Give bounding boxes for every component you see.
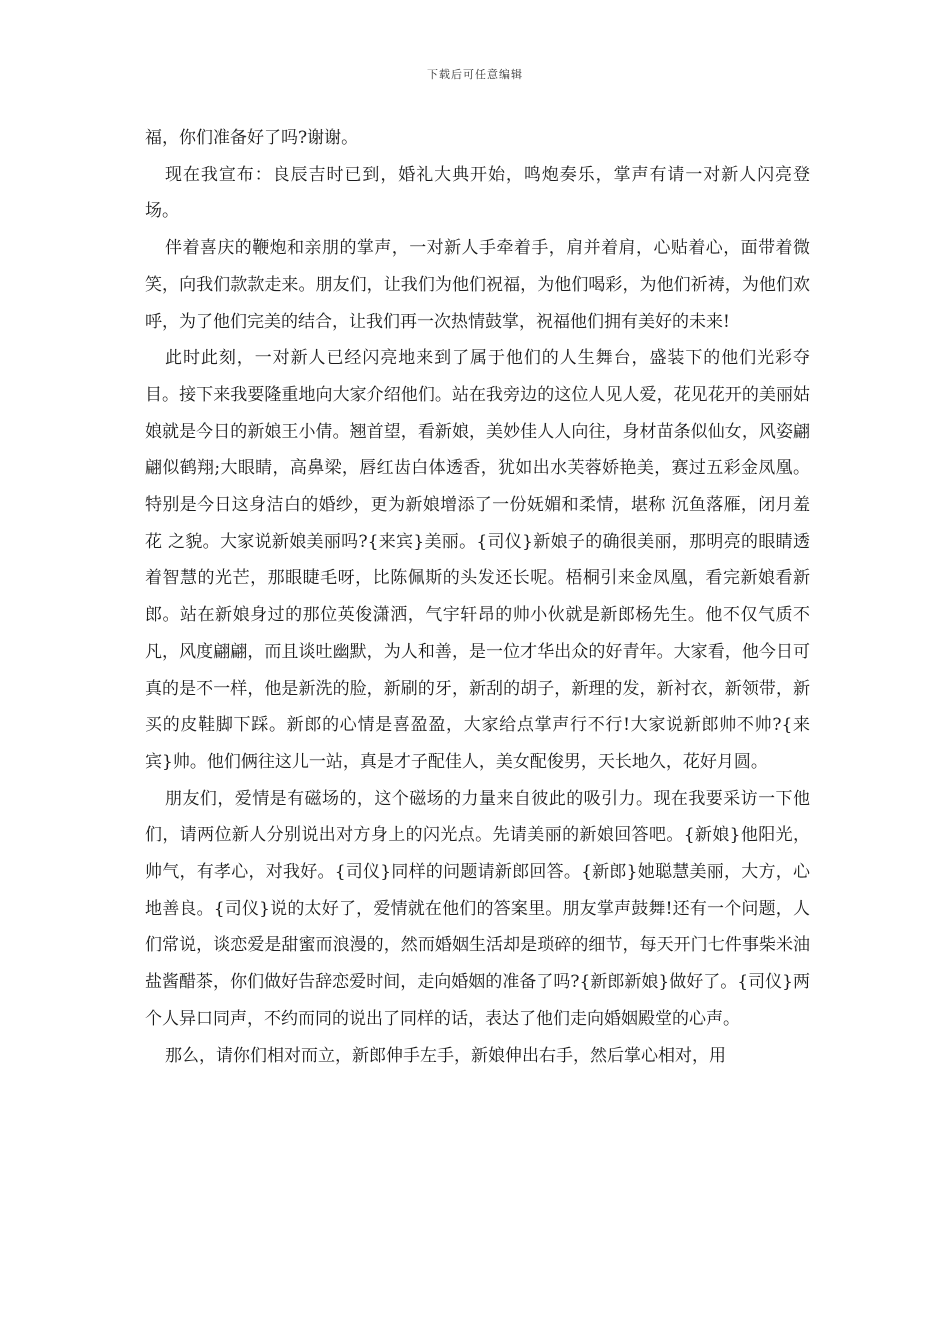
paragraph-4: 此时此刻，一对新人已经闪亮地来到了属于他们的人生舞台，盛装下的他们光彩夺目。接下来我要隆重地向大家介绍他们。站在我旁边的这位人见人爱，花见花开的美丽姑娘就是今日的新娘王小倩。翘首望，看新娘，美妙佳人人向往，身材苗条似仙女，风姿翩翩似鹤翔;大眼睛，高鼻梁，唇红齿白体透香，犹如出水芙蓉娇艳美，赛过五彩金凤凰。特别是今日这身洁白的婚纱，更为新娘增添了一份妩媚和柔情，堪称 沉鱼落雁，闭月羞花 之貌。大家说新娘美丽吗?{来宾}美丽。{司仪}新娘子的确很美丽，那明亮的眼睛透着智慧的光芒，那眼睫毛呀，比陈佩斯的头发还长呢。梧桐引来金凤凰，看完新娘看新郎。站在新娘身过的那位英俊潇洒，气宇轩昂的帅小伙就是新郎杨先生。他不仅气质不凡，风度翩翩，而且谈吐幽默，为人和善，是一位才华出众的好青年。大家看，他今日可真的是不一样，他是新洗的脸，新刷的牙，新刮的胡子，新理的发，新衬衣，新领带，新买的皮鞋脚下踩。新郎的心情是喜盈盈，大家给点掌声行不行!大家说新郎帅不帅?{来宾}帅。他们俩往这儿一站，真是才子配佳人，美女配俊男，天长地久，花好月圆。 [145, 348, 810, 772]
paragraph-2: 现在我宣布：良辰吉时已到，婚礼大典开始，鸣炮奏乐，掌声有请一对新人闪亮登场。 [145, 164, 810, 222]
paragraph-1: 福，你们准备好了吗?谢谢。 [145, 128, 359, 148]
document-body [145, 120, 810, 1074]
paragraph-6: 那么，请你们相对而立，新郎伸手左手，新娘伸出右手，然后掌心相对，用 [165, 1045, 726, 1066]
paragraph-5: 朋友们，爱情是有磁场的，这个磁场的力量来自彼此的吸引力。现在我要采访一下他们，请两位新人分别说出对方身上的闪光点。先请美丽的新娘回答吧。{新娘}他阳光，帅气，有孝心，对我好。{司仪}同样的问题请新郎回答。{新郎}她聪慧美丽，大方，心地善良。{司仪}说的太好了，爱情就在他们的答案里。朋友掌声鼓舞!还有一个问题，人们常说，谈恋爱是甜蜜而浪漫的，然而婚姻生活却是琐碎的细节，每天开门七件事柴米油盐酱醋茶，你们做好告辞恋爱时间，走向婚姻的准备了吗?{新郎新娘}做好了。{司仪}两个人异口同声，不约而同的说出了同样的话，表达了他们走向婚姻殿堂的心声。 [145, 788, 810, 1029]
page-header: 下载后可任意编辑 [427, 68, 523, 81]
paragraph-3: 伴着喜庆的鞭炮和亲朋的掌声，一对新人手牵着手，肩并着肩，心贴着心，面带着微笑，向我们款款走来。朋友们，让我们为他们祝福，为他们喝彩，为他们祈祷，为他们欢呼，为了他们完美的结合，让我们再一次热情鼓掌，祝福他们拥有美好的未来! [145, 238, 810, 332]
